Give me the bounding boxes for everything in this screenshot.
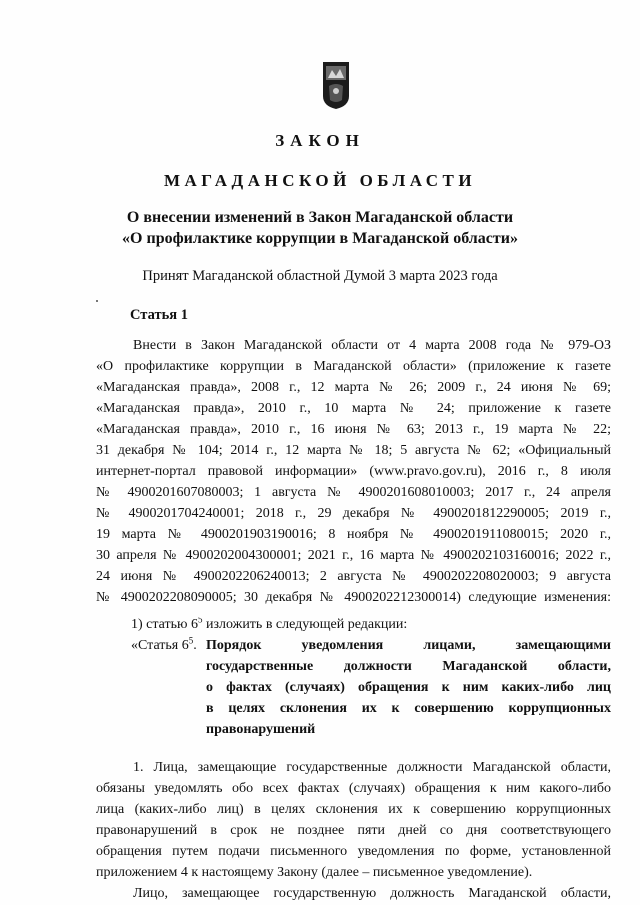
paragraph-1-line: приложением 4 к настоящему Закону (далее – письменное уведомление). (96, 865, 533, 880)
article-text-line: «Магаданская правда», 2010 г., 10 марта № 24; приложение к газете (96, 401, 611, 416)
article-text-line: 30 апреля № 4900202004300001; 2021 г., 16 марта № 4900202103160016; 2022 г., (96, 548, 611, 563)
adoption-note: Принят Магаданской областной Думой 3 марта 2023 года (142, 268, 498, 284)
article-text-line: «Магаданская правда», 2008 г., 12 марта № 26; 2009 г., 24 июня № 69; (96, 380, 611, 395)
article-text-line: 31 декабря № 104; 2014 г., 12 марта № 18; 5 августа № 62; «Официальный (96, 443, 611, 458)
paragraph-1-line: правонарушений в срок не позднее пяти дней со дня соответствующего (96, 823, 611, 838)
article-text-line: № 4900201607080003; 1 августа № 4900201608010003; 2017 г., 24 апреля (96, 485, 611, 500)
region-title: МАГАДАНСКОЙ ОБЛАСТИ (163, 171, 477, 190)
article-6-5-heading-line: правонарушений (206, 722, 316, 737)
article-text-line: № 4900201704240001; 2018 г., 29 декабря № 4900201812290005; 2019 г., (96, 506, 611, 521)
paragraph-1-line: обязаны уведомлять обо всех фактах (случаях) обращения к ним какого-либо (96, 781, 611, 796)
article-6-5-heading-line: государственные должности Магаданской области, (206, 659, 611, 674)
article-text-line: «Магаданская правда», 2010 г., 16 июня № 63; 2013 г., 19 марта № 22; (96, 422, 611, 437)
magadan-coat-of-arms-icon (320, 60, 352, 110)
paragraph-1-line: обращения путем подачи письменного уведомления по форме, установленной (96, 844, 611, 859)
article-6-5-label: «Статья $6^5$. (131, 635, 197, 653)
article-6-5-heading-line: о фактах (случаях) обращения к ним каких-либо лиц (206, 680, 611, 695)
article-text-line: Внести в Закон Магаданской области от 4 марта 2008 года № 979-ОЗ (133, 338, 611, 353)
law-heading-line-1: О внесении изменений в Закон Магаданской области (126, 209, 514, 226)
article-title: Статья 1 (130, 307, 188, 323)
paragraph-1-line: лица (каких-либо лиц) в целях склонения их к совершению коррупционных (96, 802, 611, 817)
article-text-line: интернет-портал правовой информации» (www.pravo.gov.ru), 2016 г., 8 июля (96, 464, 611, 479)
paragraph-2-line: Лицо, замещающее государственную должность Магаданской области, (133, 886, 611, 901)
scan-dot (96, 300, 98, 302)
article-6-5-heading-line: в целях склонения их к совершению коррупционных (206, 701, 611, 716)
law-title: ЗАКОН (275, 131, 365, 150)
item-1-text: 1) статью $6^5$ изложить в следующей редакции: (131, 617, 408, 632)
article-text-line: № 4900202208090005; 30 декабря № 4900202212300014) следующие изменения: (96, 590, 611, 605)
article-text-line: 19 марта № 4900201903190016; 8 ноября № 4900201911080015; 2020 г., (96, 527, 611, 542)
article-6-5-heading-line: Порядок уведомления лицами, замещающими (206, 638, 611, 653)
article-text-line: «О профилактике коррупции в Магаданской области» (приложение к газете (96, 359, 611, 374)
article-text-line: 24 июня № 4900202206240013; 2 августа № 4900202208020003; 9 августа (96, 569, 611, 584)
law-heading-line-2: «О профилактике коррупции в Магаданской области» (122, 230, 518, 247)
paragraph-1-line: 1. Лица, замещающие государственные должности Магаданской области, (133, 760, 611, 775)
